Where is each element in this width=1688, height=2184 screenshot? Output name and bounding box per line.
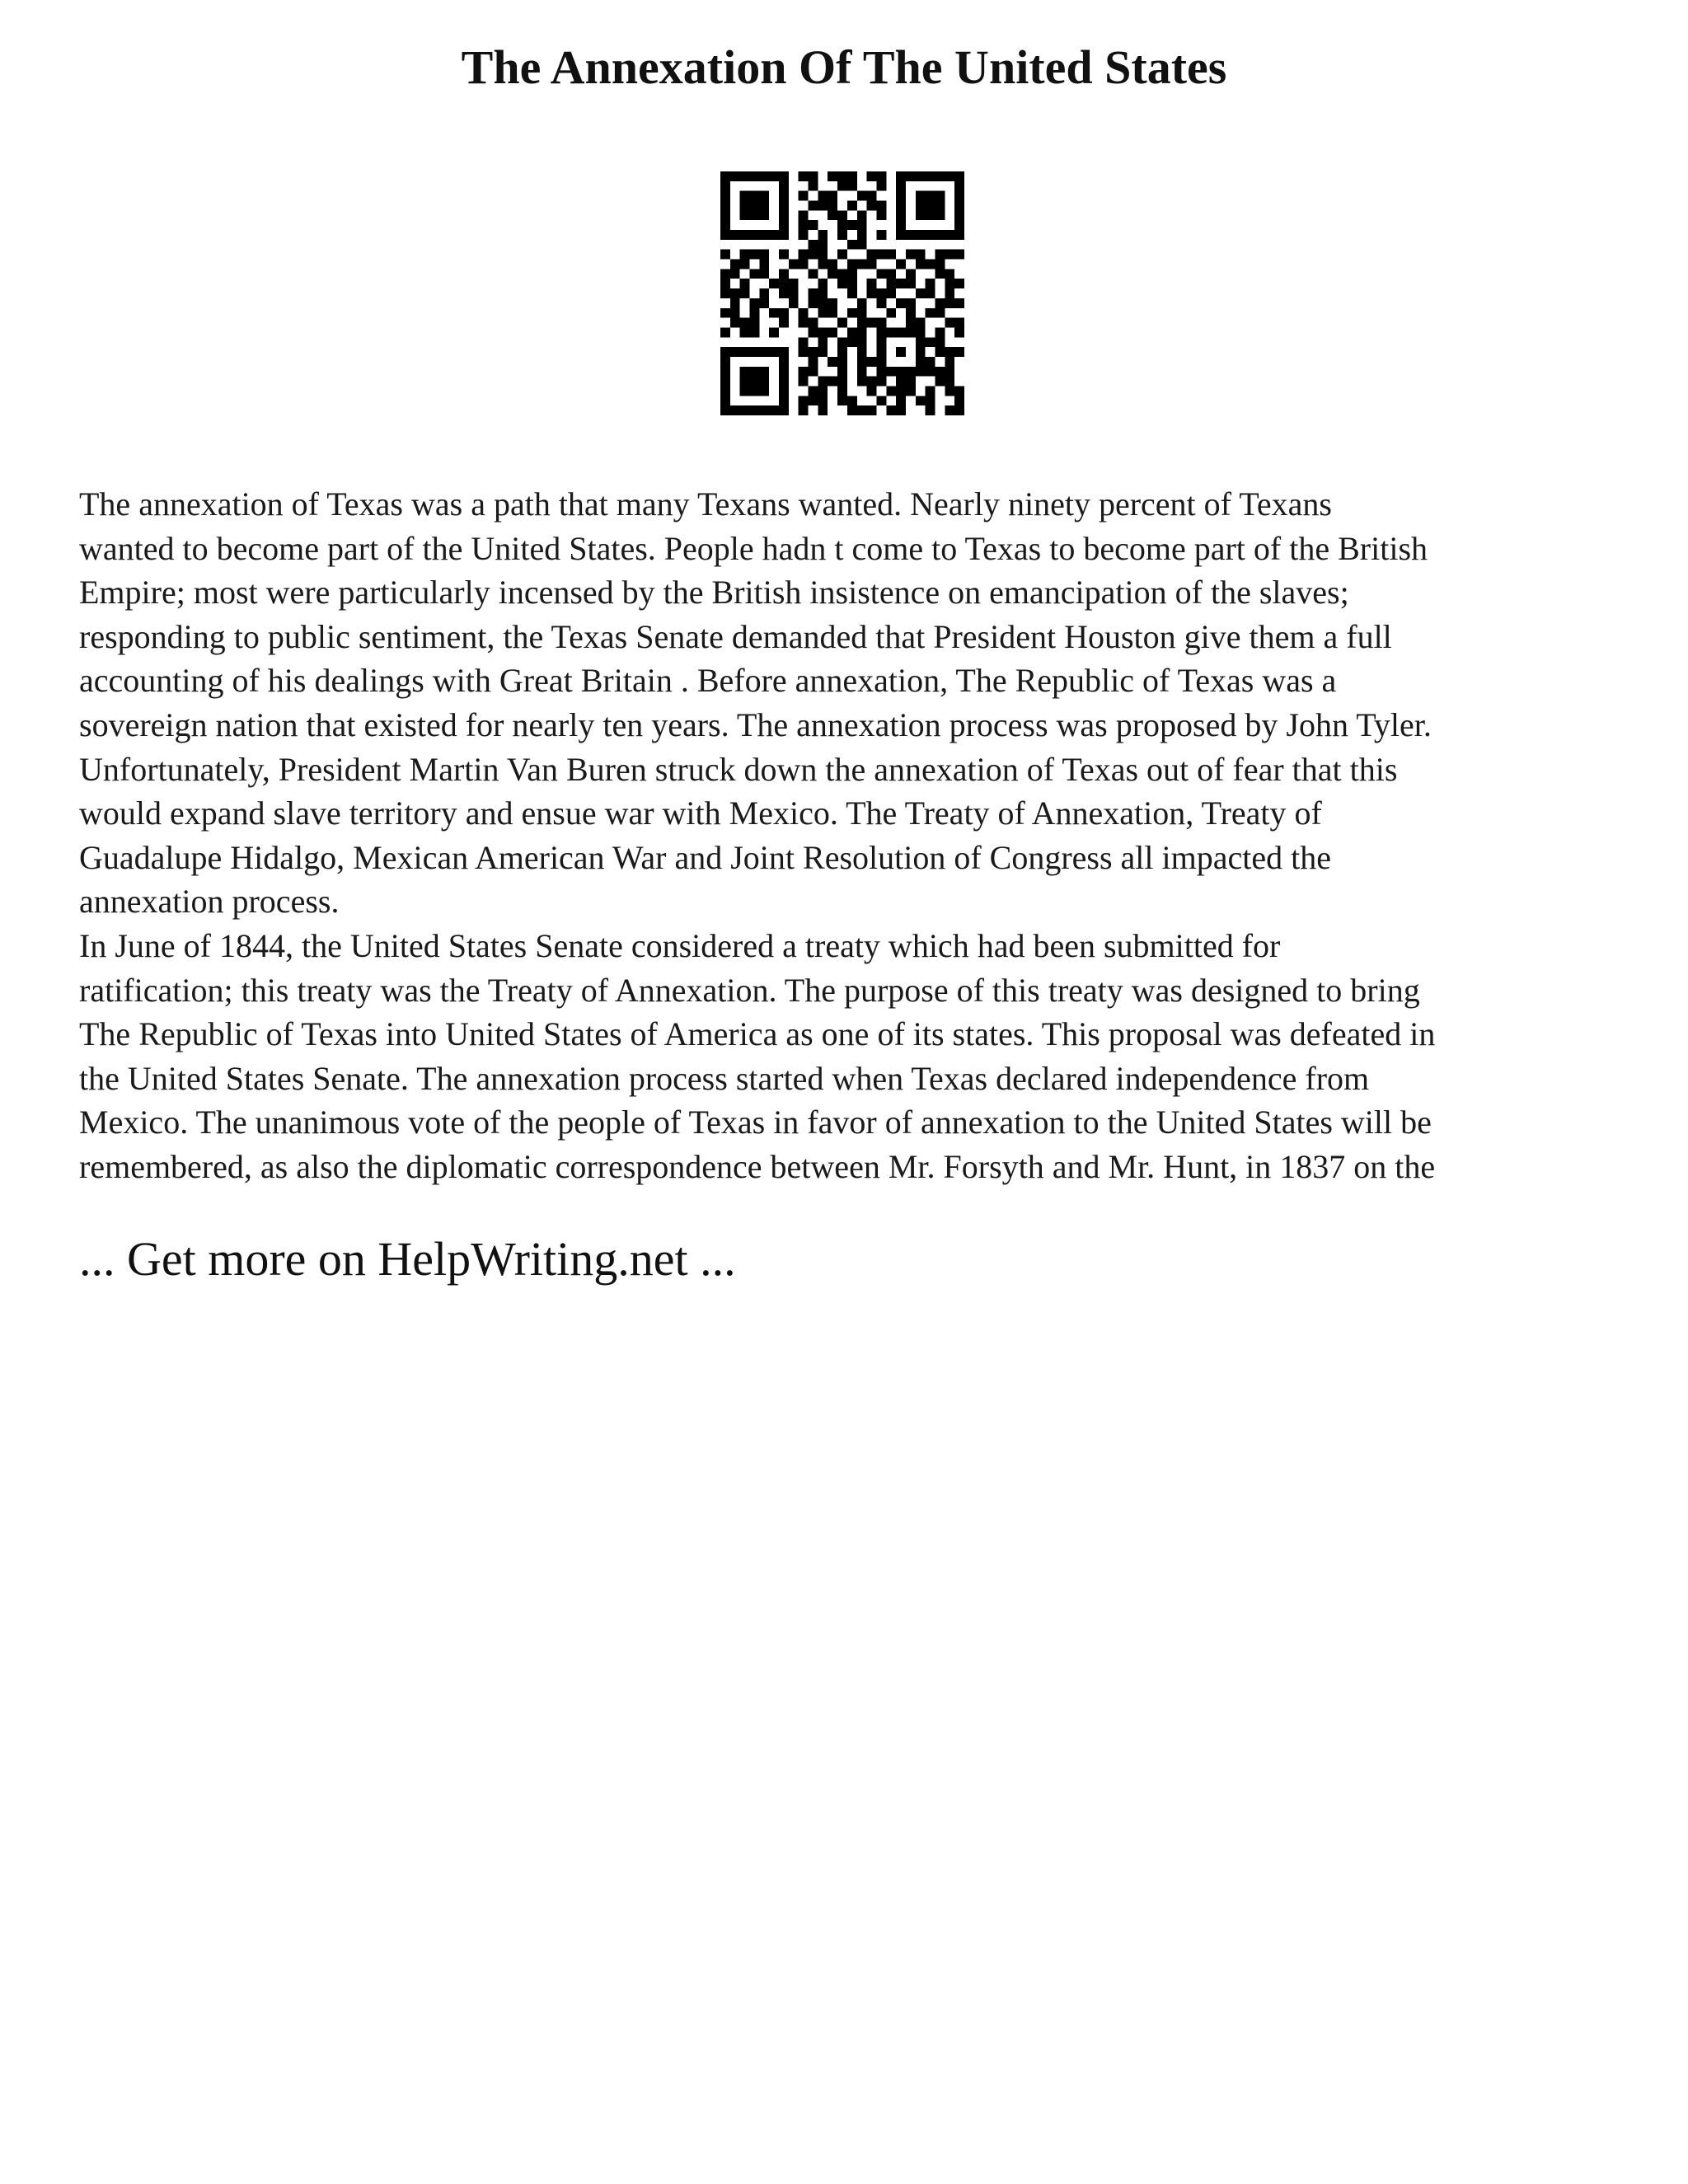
body-line: Empire; most were particularly incensed by the British insistence on emancipation of the slaves; — [79, 574, 1349, 612]
body-text — [79, 482, 1629, 1189]
body-line: the United States Senate. The annexation process started when Texas declared independence from — [79, 1059, 1370, 1097]
qr-code-icon — [720, 171, 964, 415]
body-line: remembered, as also the diplomatic correspondence between Mr. Forsyth and Mr. Hunt, in 1837 on the — [79, 1147, 1436, 1185]
body-line: responding to public sentiment, the Texas Senate demanded that President Houston give them a full — [79, 617, 1392, 655]
page-title: The Annexation Of The United States — [461, 40, 1227, 94]
body-line: wanted to become part of the United States. People hadn t come to Texas to become part of the British — [79, 529, 1428, 567]
body-line: sovereign nation that existed for nearly ten years. The annexation process was proposed by John Tyler. — [79, 705, 1432, 743]
body-line: accounting of his dealings with Great Britain . Before annexation, The Republic of Texas was a — [79, 662, 1337, 700]
body-line: The Republic of Texas into United States of America as one of its states. This proposal was defeated in — [79, 1015, 1436, 1053]
body-line: annexation process. — [79, 883, 340, 921]
body-line: ratification; this treaty was the Treaty of Annexation. The purpose of this treaty was designed to bring — [79, 971, 1420, 1009]
qr-code-graphic — [720, 171, 964, 415]
body-line: Unfortunately, President Martin Van Buren struck down the annexation of Texas out of fear that this — [79, 750, 1398, 788]
body-line: would expand slave territory and ensue war with Mexico. The Treaty of Annexation, Treaty of — [79, 794, 1322, 832]
body-line: Guadalupe Hidalgo, Mexican American War and Joint Resolution of Congress all impacted the — [79, 838, 1332, 876]
body-line: The annexation of Texas was a path that many Texans wanted. Nearly ninety percent of Texans — [79, 485, 1332, 523]
get-more-link[interactable]: ... Get more on HelpWriting.net ... — [79, 1232, 736, 1286]
body-line: In June of 1844, the United States Senate considered a treaty which had been submitted for — [79, 926, 1281, 964]
body-line: Mexico. The unanimous vote of the people of Texas in favor of annexation to the United States will be — [79, 1104, 1432, 1141]
